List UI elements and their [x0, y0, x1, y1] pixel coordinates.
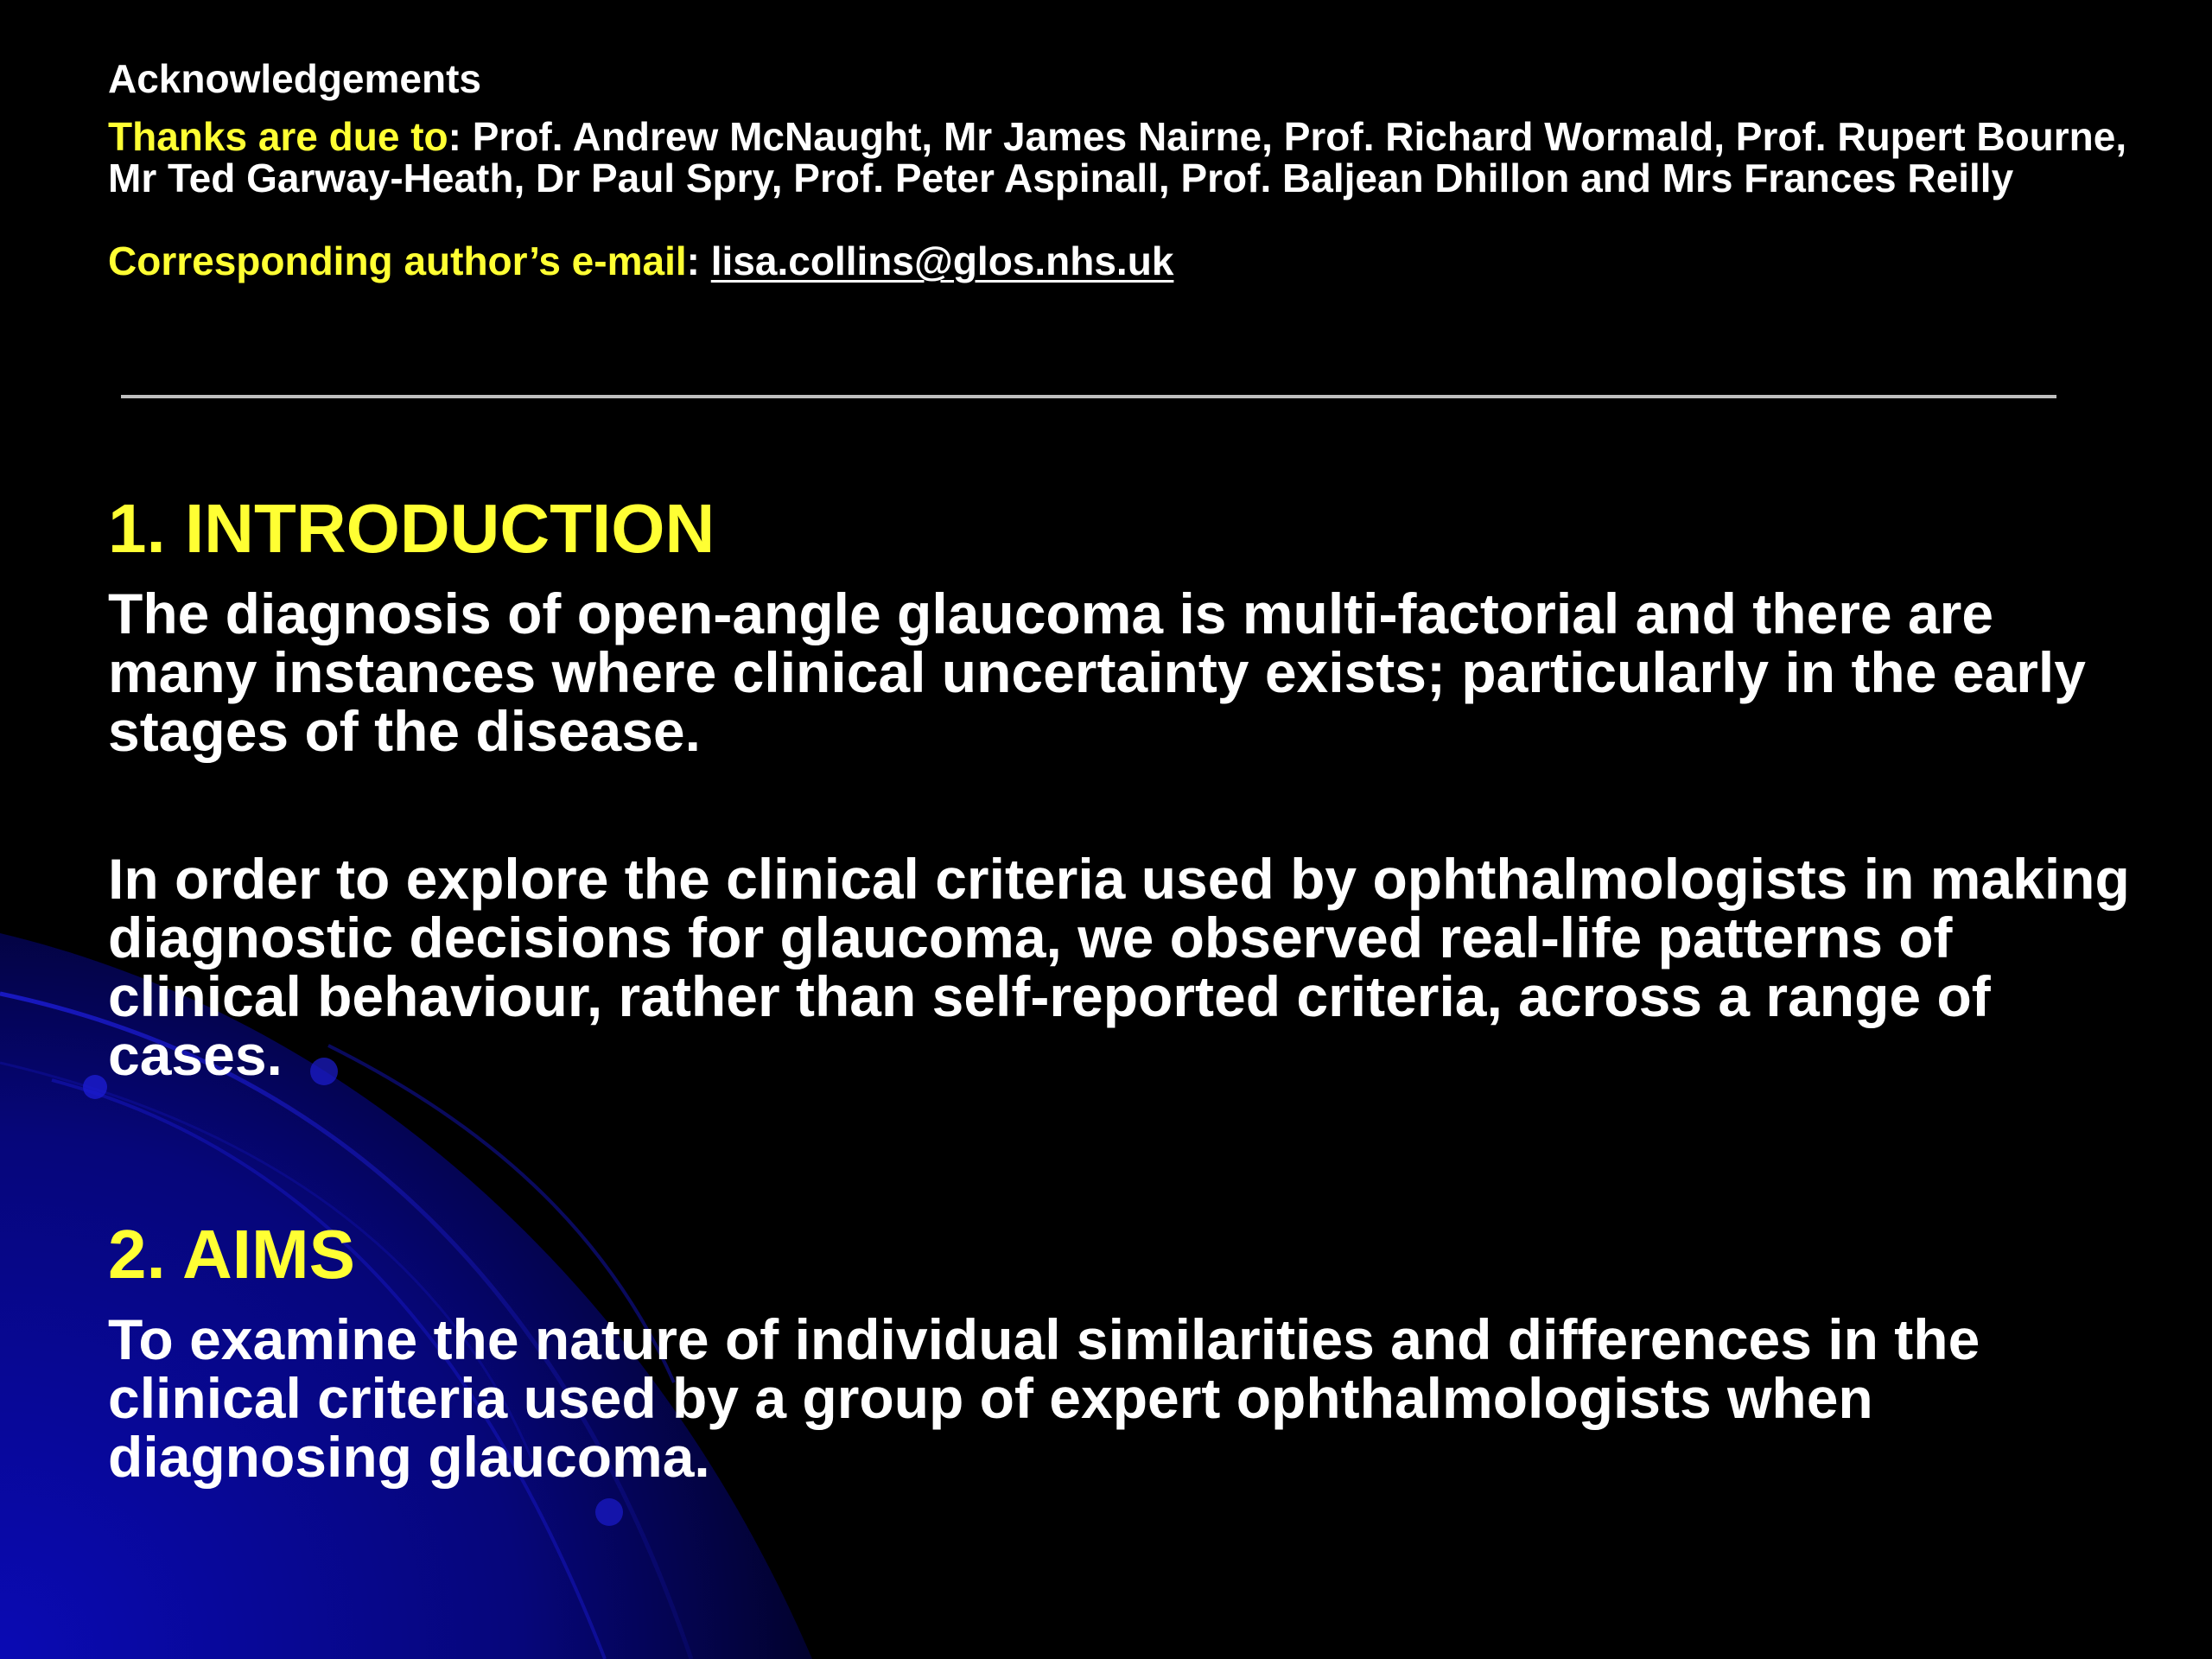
acknowledgements-heading: Acknowledgements: [108, 56, 481, 101]
aims-paragraph: To examine the nature of individual similarities and differences in the clinical criteria used by a group of expert ophthalmologists when diagnosing glaucoma.: [108, 1307, 1980, 1489]
swoosh-dot-3: [595, 1498, 623, 1526]
section-divider: [121, 395, 2056, 398]
acknowledgements-thanks: [108, 116, 2139, 199]
introduction-paragraph-1: The diagnosis of open-angle glaucoma is multi-factorial and there are many instances where clinical uncertainty exists; particularly in the early stages of the disease.: [108, 582, 2086, 763]
corresponding-email-line: [108, 240, 2139, 282]
swoosh-dot-1: [83, 1075, 107, 1099]
thanks-names: : Prof. Andrew McNaught, Mr James Nairne, Prof. Richard Wormald, Prof. Rupert Bourne, Mr Ted Garway-Heath, Dr Paul Spry, Prof. Peter Aspinall, Prof. Baljean Dhillon and Mrs Frances Reilly: [108, 114, 2127, 200]
introduction-title: 1. INTRODUCTION: [108, 490, 715, 567]
email-separator: :: [686, 238, 711, 283]
email-link[interactable]: lisa.collins@glos.nhs.uk: [710, 238, 1174, 283]
email-label: Corresponding author’s e-mail: [108, 238, 687, 283]
thanks-label: Thanks are due to: [108, 114, 448, 159]
aims-title: 2. AIMS: [108, 1216, 355, 1293]
introduction-paragraph-2: In order to explore the clinical criteria used by ophthalmologists in making diagnostic decisions for glaucoma, we observed real-life patterns of clinical behaviour, rather than self-reported criteria, across a range of cases.: [108, 847, 2130, 1087]
